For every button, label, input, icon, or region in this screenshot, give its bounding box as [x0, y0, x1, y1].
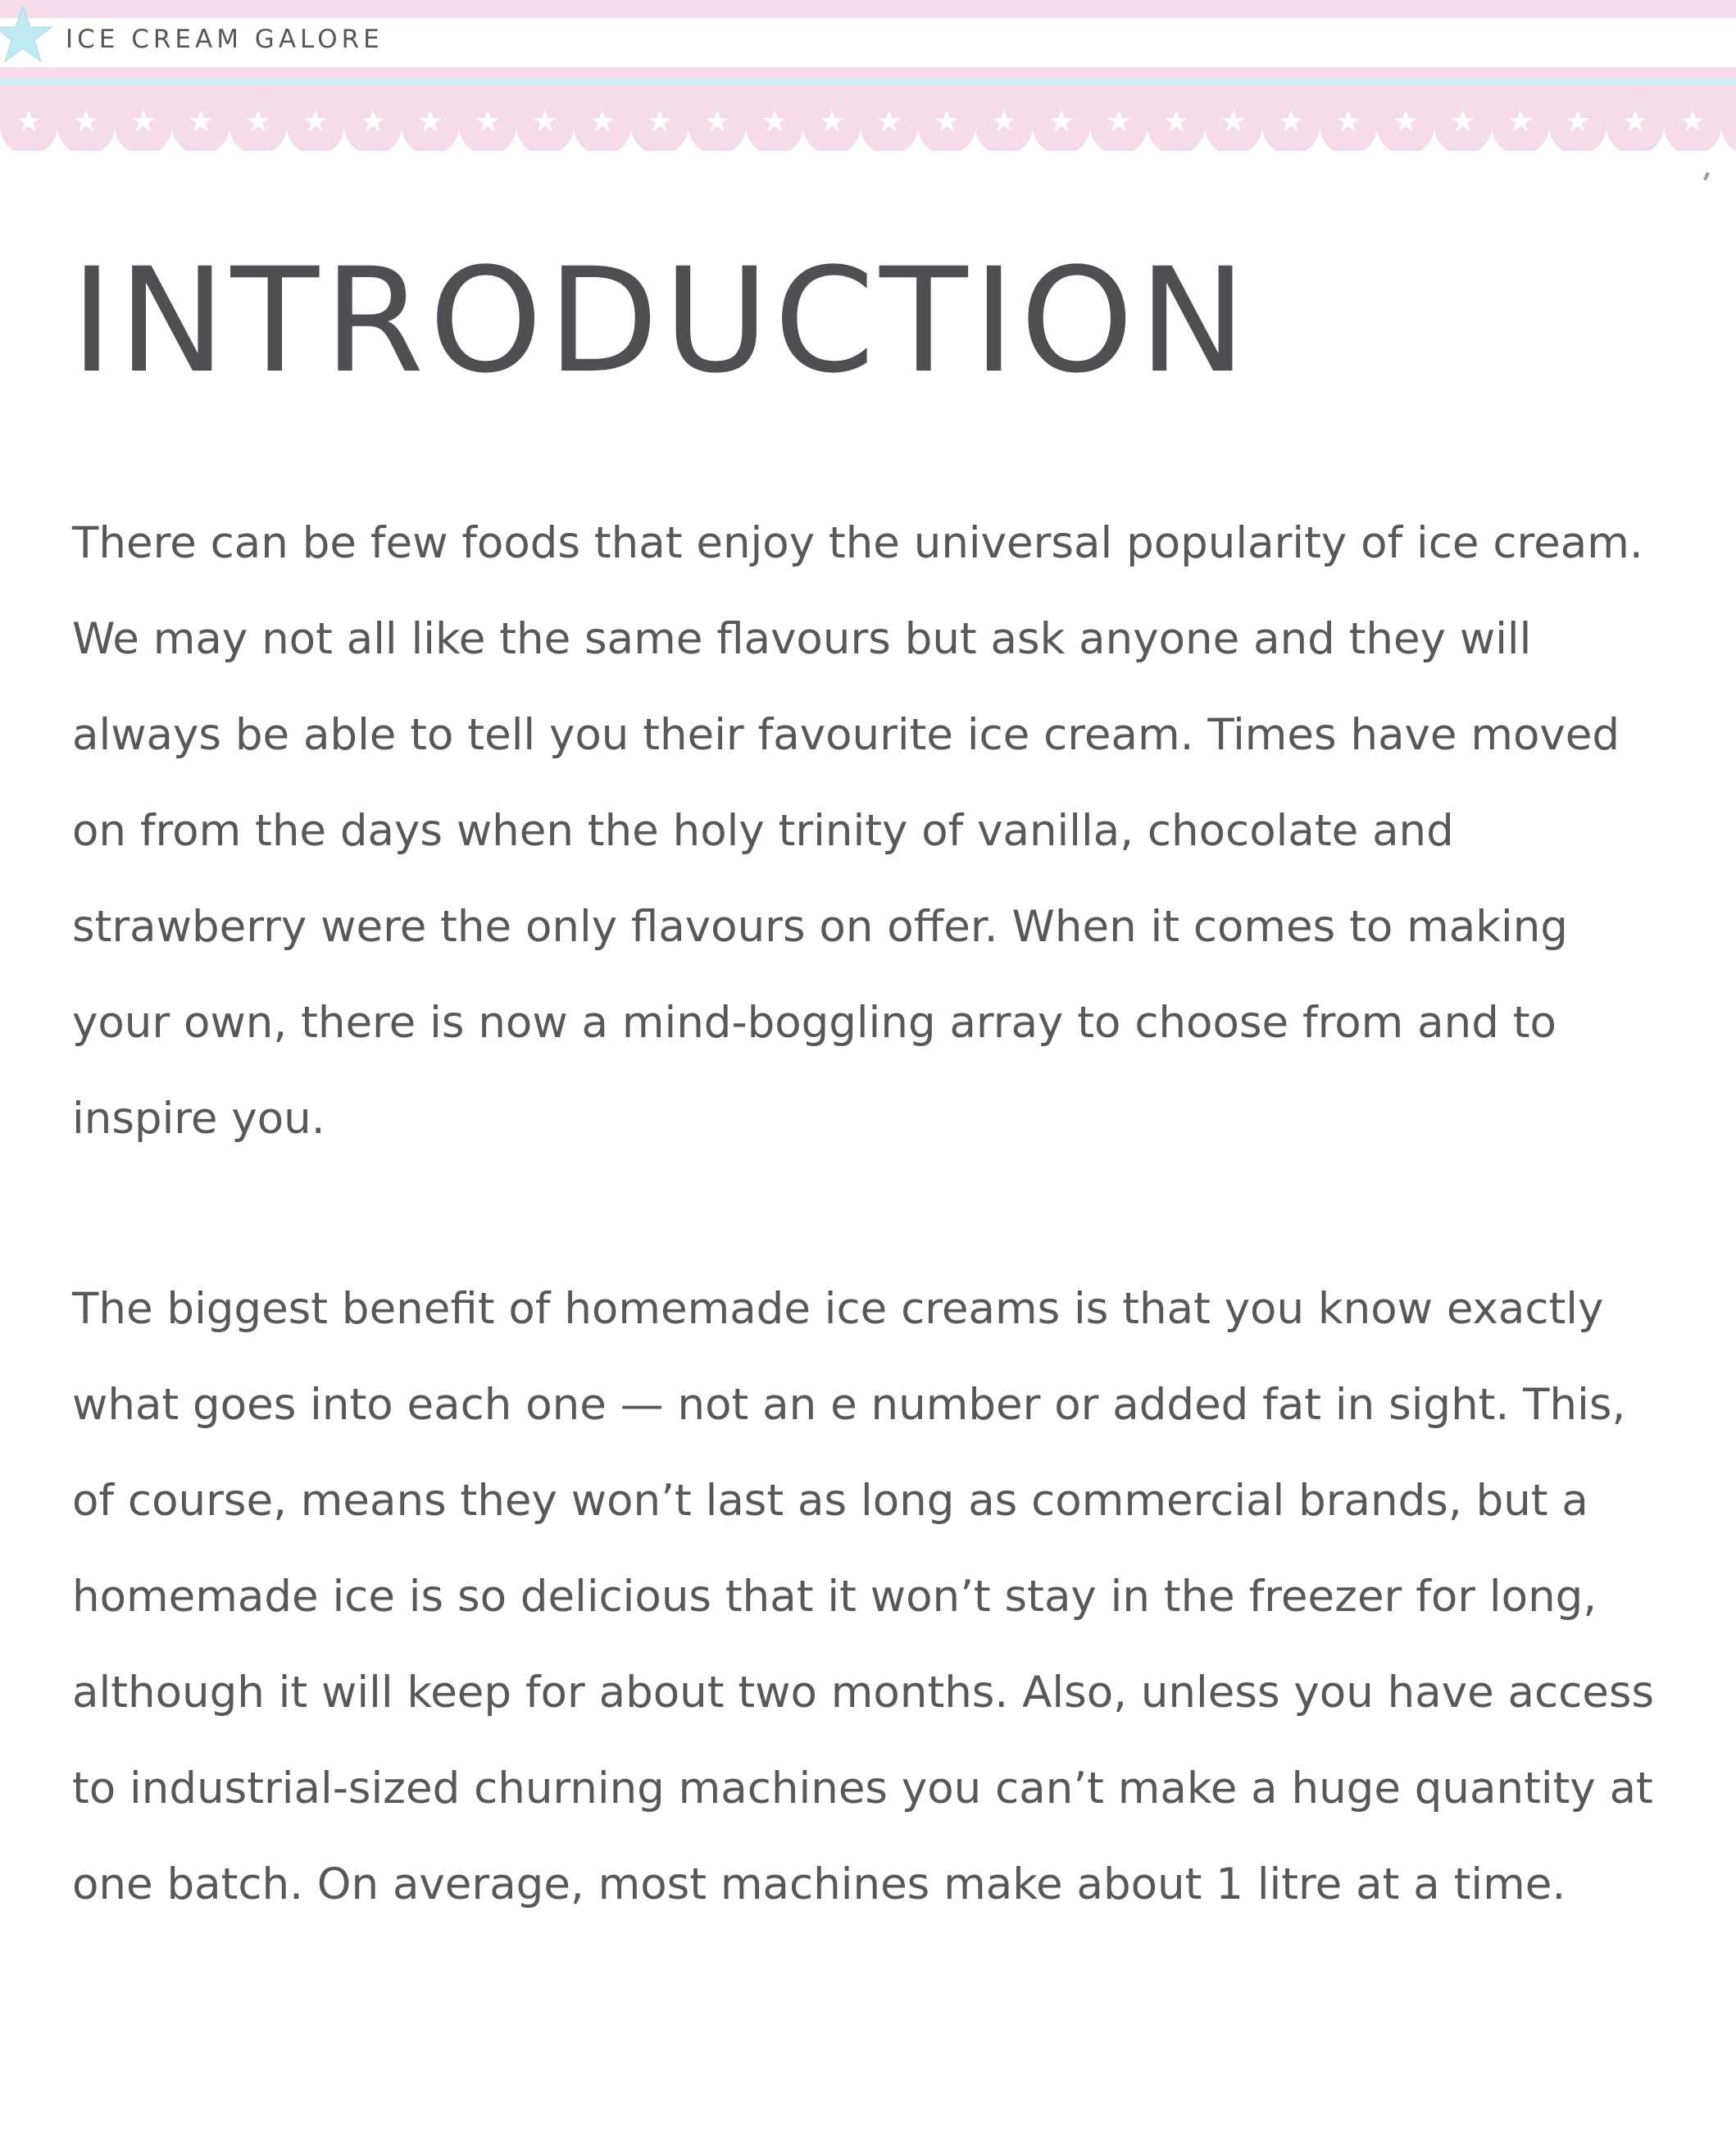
header-pink-band	[0, 67, 1736, 79]
running-title: ICE CREAM GALORE	[66, 25, 384, 54]
header-aqua-rule	[0, 79, 1736, 85]
scalloped-star-border	[0, 85, 1736, 151]
body-paragraph-2: The biggest benefit of homemade ice creams is that you know exactly what goes into each one — not an e number or added fat in sight. This, of course, means they won’t last as long as commercial brands, but a homemade ice is so delicious that it won’t stay in the freezer for long, although it will keep for about two months. Also, unless you have access to industrial-sized churning machines you can’t make a huge quantity at one batch. On average, most machines make about 1 litre at a time.	[72, 1284, 1655, 1909]
scan-speck	[1703, 172, 1710, 181]
page-title: INTRODUCTION	[70, 237, 1252, 405]
header-pink-stripe	[0, 0, 1736, 18]
body-paragraph-1: There can be few foods that enjoy the universal popularity of ice cream. We may not all like the same flavours but ask anyone and they will always be able to tell you their favourite ice cream. Times have moved on from the days when the holy trinity of vanilla, chocolate and strawberry were the only flavours on offer. When it comes to making your own, there is now a mind-boggling array to choose from and to inspire you.	[72, 518, 1643, 1144]
star-icon	[0, 5, 52, 64]
page-header	[0, 0, 1736, 152]
